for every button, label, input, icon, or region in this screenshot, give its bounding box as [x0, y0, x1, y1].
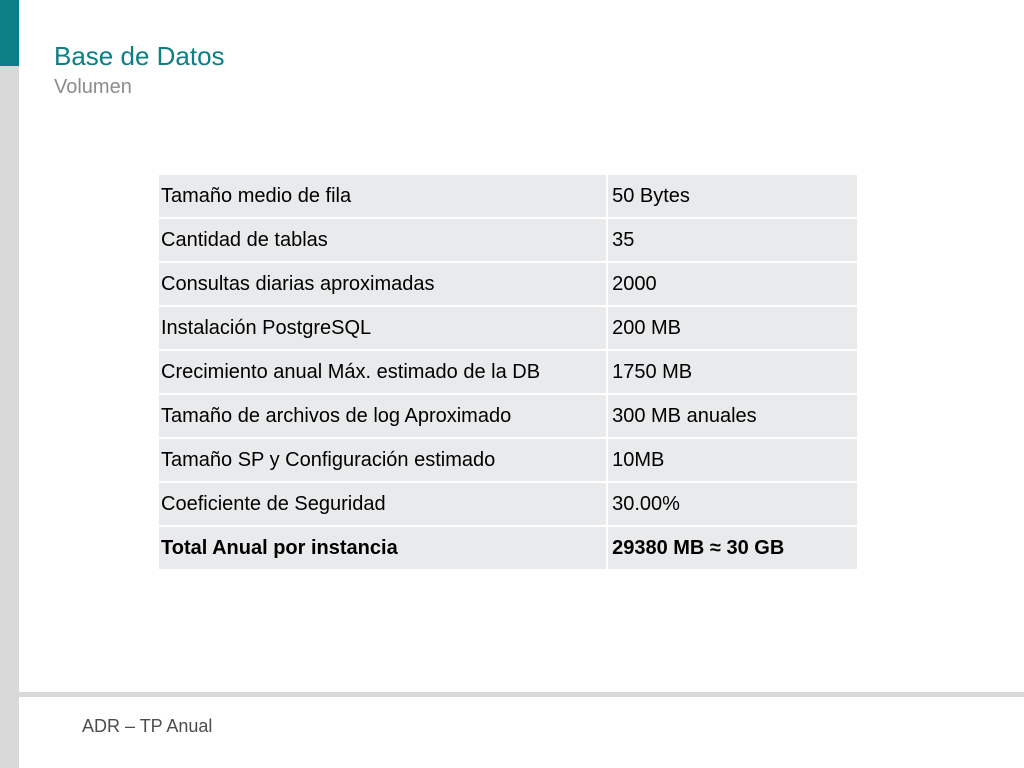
- row-value: 35: [607, 218, 858, 262]
- left-accent-block: [0, 0, 19, 66]
- row-label: Instalación PostgreSQL: [158, 306, 607, 350]
- table-row: [158, 262, 858, 306]
- row-value: 300 MB anuales: [607, 394, 858, 438]
- total-value: 29380 MB ≈ 30 GB: [607, 526, 858, 570]
- footer-text: ADR – TP Anual: [82, 716, 213, 736]
- volume-table: [157, 173, 859, 571]
- row-label: Tamaño medio de fila: [158, 174, 607, 218]
- left-sidebar-bar: [0, 0, 19, 768]
- row-value: 50 Bytes: [607, 174, 858, 218]
- total-row: [158, 526, 858, 570]
- table-row: [158, 306, 858, 350]
- row-label: Coeficiente de Seguridad: [158, 482, 607, 526]
- table-row: [158, 438, 858, 482]
- row-value: 30.00%: [607, 482, 858, 526]
- row-label: Crecimiento anual Máx. estimado de la DB: [158, 350, 607, 394]
- row-value: 10MB: [607, 438, 858, 482]
- row-value: 200 MB: [607, 306, 858, 350]
- slide-title: Base de Datos: [54, 41, 225, 71]
- row-label: Tamaño de archivos de log Aproximado: [158, 394, 607, 438]
- total-label: Total Anual por instancia: [158, 526, 607, 570]
- table-row: [158, 350, 858, 394]
- row-label: Consultas diarias aproximadas: [158, 262, 607, 306]
- footer-divider: [19, 692, 1024, 697]
- slide-subtitle: Volumen: [54, 76, 132, 98]
- table-row: [158, 482, 858, 526]
- table-row: [158, 174, 858, 218]
- row-label: Cantidad de tablas: [158, 218, 607, 262]
- row-value: 2000: [607, 262, 858, 306]
- row-label: Tamaño SP y Configuración estimado: [158, 438, 607, 482]
- table-row: [158, 394, 858, 438]
- row-value: 1750 MB: [607, 350, 858, 394]
- table-row: [158, 218, 858, 262]
